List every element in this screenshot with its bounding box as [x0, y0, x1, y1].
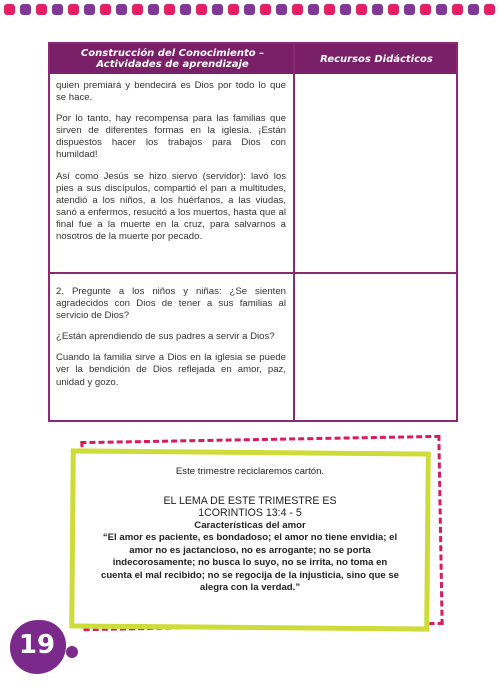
border-dot: [196, 4, 207, 15]
border-dot: [452, 4, 463, 15]
lema-reference: 1CORINTIOS 13:4 - 5: [198, 507, 302, 519]
border-dot: [52, 4, 63, 15]
border-dot: [148, 4, 159, 15]
border-dot: [484, 4, 495, 15]
paragraph: 2. Pregunte a los niños y niñas: ¿Se sienten agradecidos con Dios de tener a sus familias al servicio de Dios?: [56, 286, 286, 322]
lema-subtitle: Características del amor: [194, 519, 306, 531]
border-dot: [372, 4, 383, 15]
table-header: [50, 44, 456, 74]
recycling-note: Este trimestre reciclaremos cartón.: [175, 466, 325, 477]
paragraph: Cuando la familia sirve a Dios en la iglesia se puede ver la bendición de Dios reflejada en amor, paz, unidad y gozo.: [56, 352, 286, 388]
lema-quote: “El amor es paciente, es bondadoso; el amor no tiene envidia; el amor no es jactancioso, no es arrogante; no se porta indecorosamente; no busca lo suyo, no se irrita, no toma en cuenta el mal recibido; no se regocija de la injusticia, sino que se alegra con la verdad.”: [100, 532, 400, 593]
paragraph: ¿Están aprendiendo de sus padres a servir a Dios?: [56, 331, 275, 343]
lema-title: EL LEMA DE ESTE TRIMESTRE ES: [163, 494, 337, 507]
column-divider: [293, 44, 295, 420]
row2-activities: [56, 286, 286, 398]
page-number: 19: [18, 630, 56, 660]
border-dot: [404, 4, 415, 15]
border-dot: [100, 4, 111, 15]
border-dot: [36, 4, 47, 15]
badge-dot-decoration: [66, 646, 78, 658]
lesson-table: [48, 42, 458, 422]
header-construction: Construcción del Conocimiento – Actividades de aprendizaje: [80, 48, 265, 70]
lema-box: [100, 466, 400, 595]
border-dot: [4, 4, 15, 15]
decorative-dot-border: [0, 4, 499, 18]
border-dot: [84, 4, 95, 15]
border-dot: [228, 4, 239, 15]
paragraph: Así como Jesús se hizo siervo (servidor): lavó los pies a sus discípulos, compartió el pan a multitudes, atendió a los niños, a los huérfanos, a las viudas, sanó a enfermos, resucitó a los muertos, hasta que al final fue a la muerte en la cruz, para salvarnos a nosotros de la muerte por pecado.: [56, 170, 286, 243]
border-dot: [340, 4, 351, 15]
row1-activities: [56, 80, 286, 252]
border-dot: [436, 4, 447, 15]
border-dot: [68, 4, 79, 15]
border-dot: [276, 4, 287, 15]
header-resources: Recursos Didácticos: [320, 54, 433, 65]
border-dot: [468, 4, 479, 15]
border-dot: [20, 4, 31, 15]
row-divider: [50, 272, 456, 274]
border-dot: [244, 4, 255, 15]
border-dot: [164, 4, 175, 15]
border-dot: [308, 4, 319, 15]
border-dot: [324, 4, 335, 15]
border-dot: [388, 4, 399, 15]
border-dot: [292, 4, 303, 15]
border-dot: [356, 4, 367, 15]
border-dot: [116, 4, 127, 15]
paragraph: Por lo tanto, hay recompensa para las familias que sirven de diferentes formas en la iglesia. ¡Están dispuestos hacer los trabajos para Dios con humildad!: [56, 113, 286, 161]
border-dot: [180, 4, 191, 15]
border-dot: [212, 4, 223, 15]
border-dot: [132, 4, 143, 15]
border-dot: [420, 4, 431, 15]
border-dot: [260, 4, 271, 15]
paragraph: quien premiará y bendecirá es Dios por todo lo que se hace.: [56, 80, 286, 104]
